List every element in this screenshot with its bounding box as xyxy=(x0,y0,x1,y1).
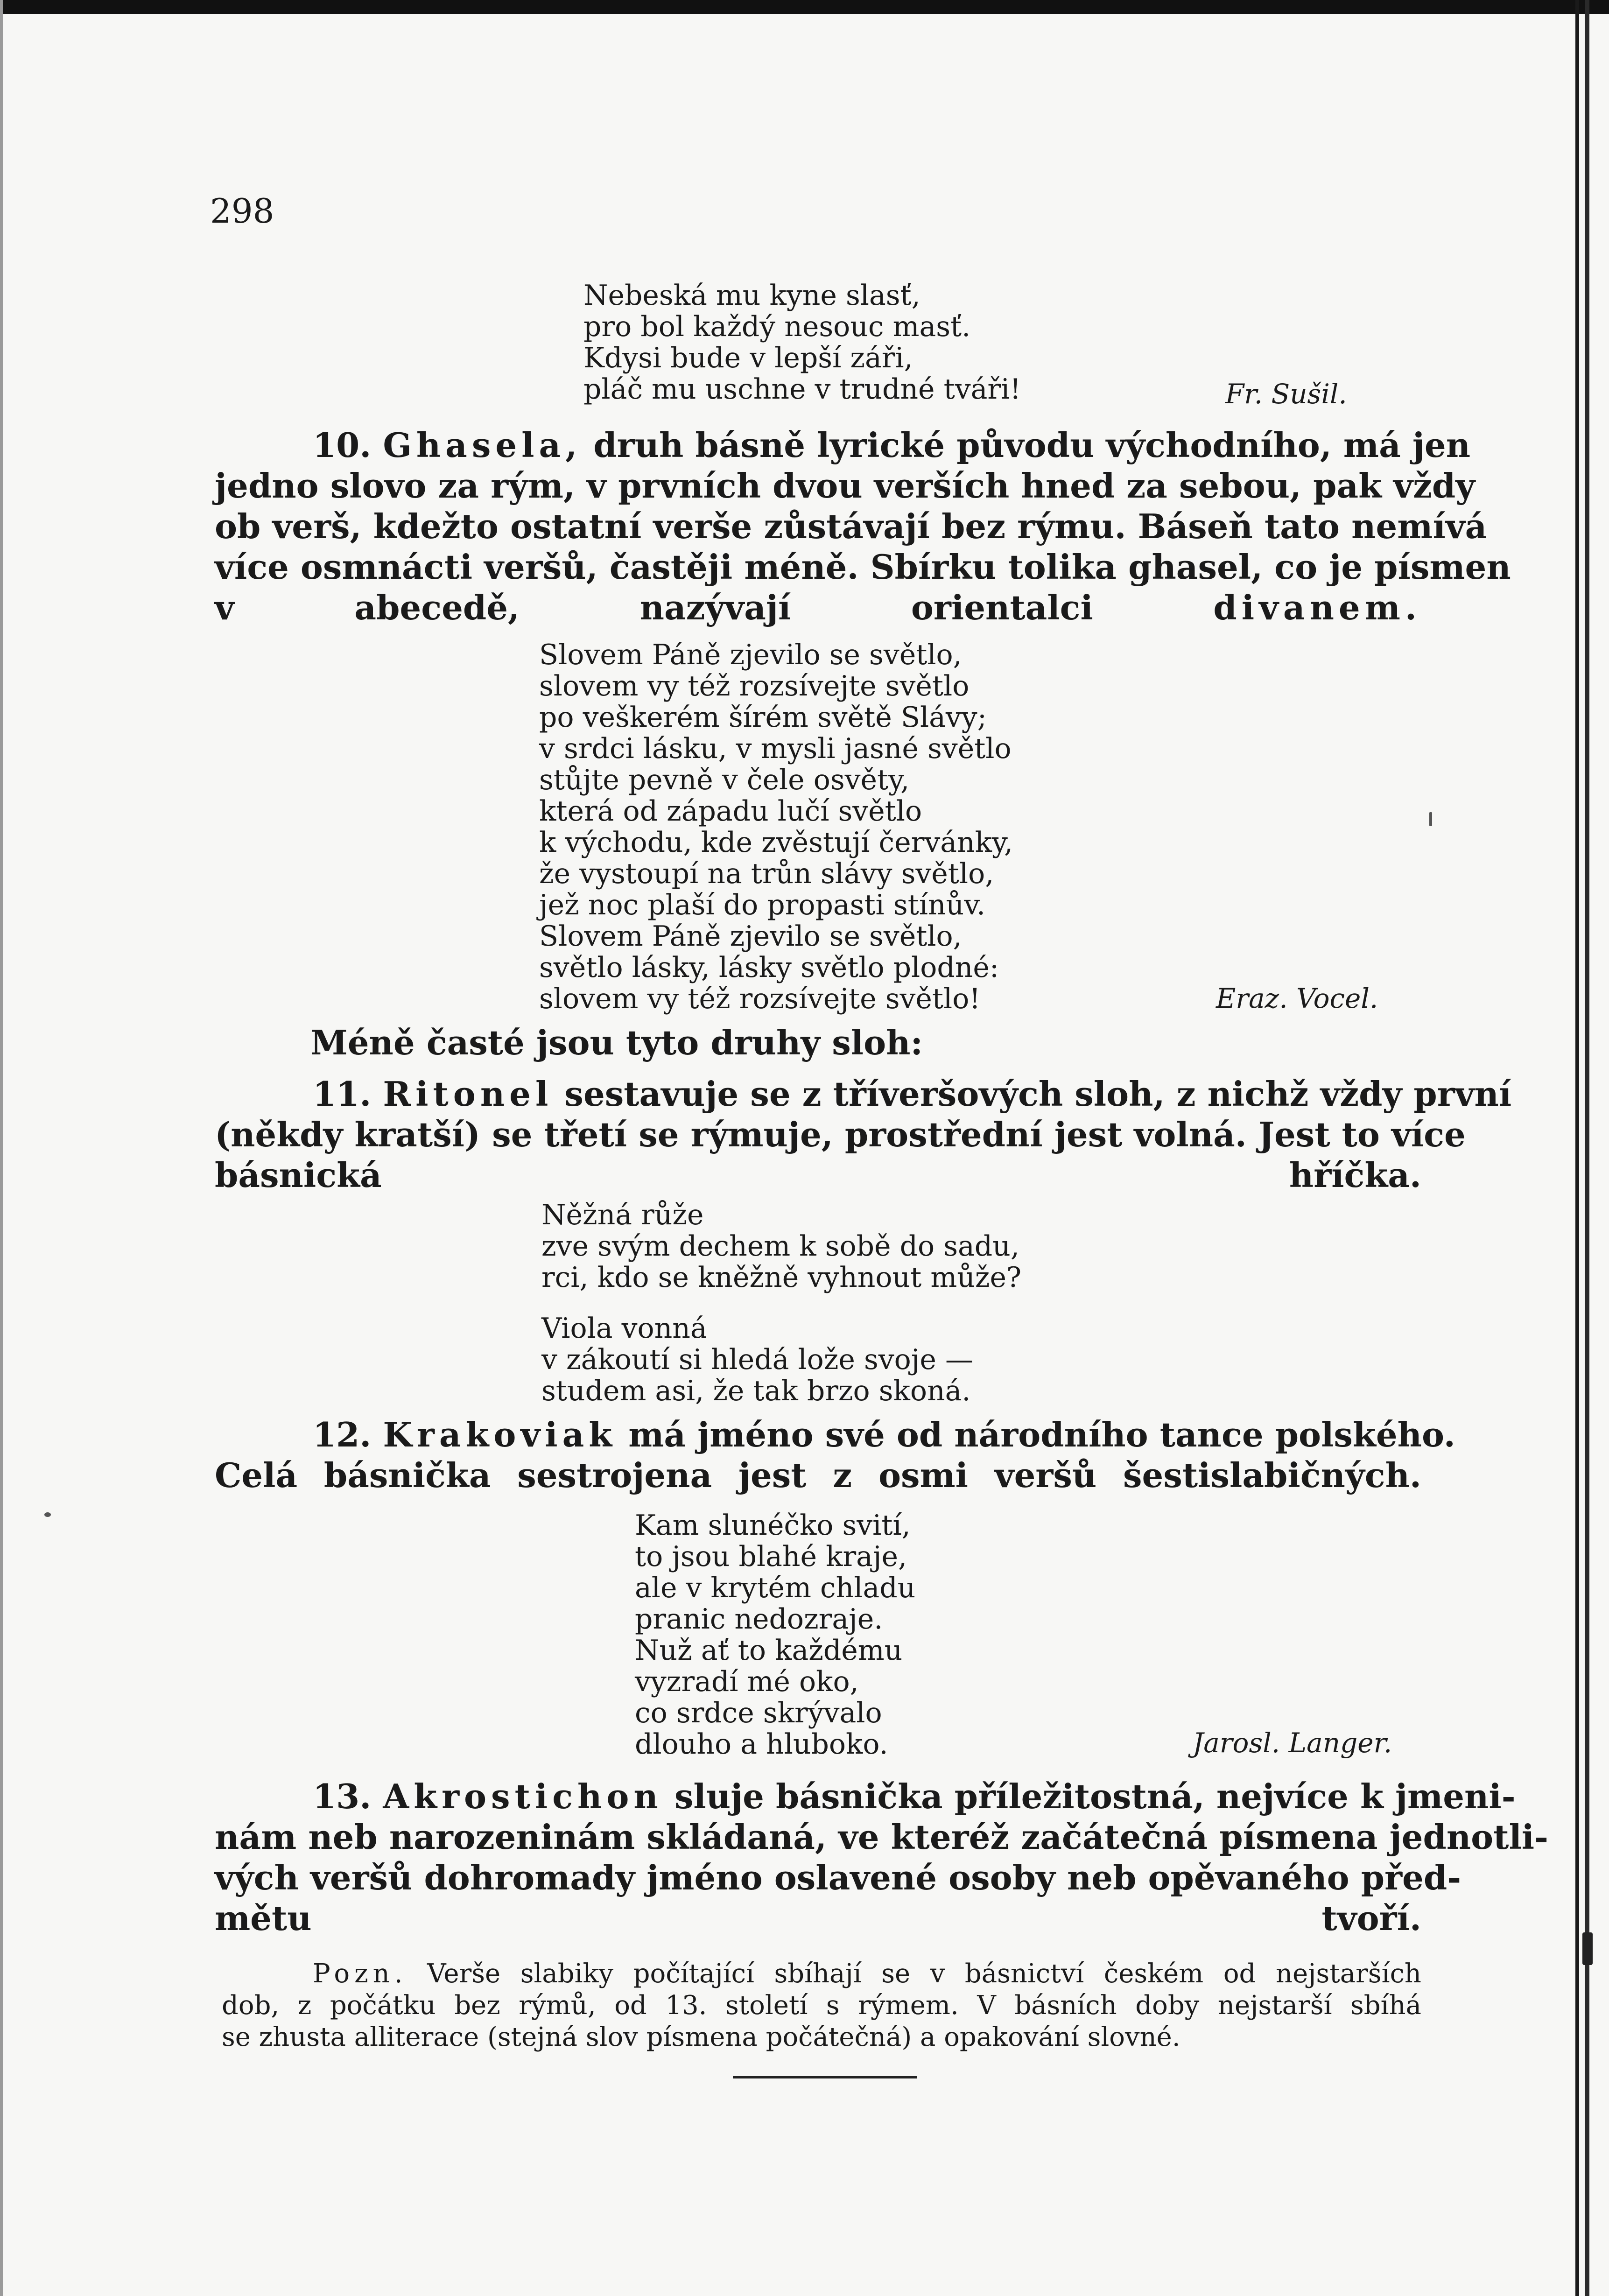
poem-sushil xyxy=(583,280,1021,405)
text-line: jedno slovo za rým, v prvních dvou verších hned za sebou, pak vždy xyxy=(215,466,1476,506)
term: Ritonel xyxy=(383,1074,553,1114)
end-rule xyxy=(733,2076,917,2078)
poem-vocel xyxy=(539,639,1013,1015)
section-number: 11. xyxy=(313,1074,372,1114)
verse-line: Kdysi bude v lepší záři, xyxy=(583,342,913,374)
verse-line: to jsou blahé kraje, xyxy=(635,1540,907,1573)
text-line: sluje básnička příležitostná, nejvíce k jmeni- xyxy=(674,1776,1516,1816)
poem-author: Jarosl. Langer. xyxy=(1193,1727,1392,1759)
text-line: druh básně lyrické původu východního, má jen xyxy=(593,425,1471,465)
section-11-ritonel xyxy=(215,1074,1512,1195)
verse-line: Nebeská mu kyne slasť, xyxy=(583,279,920,312)
text-line: Verše slabiky počítající sbíhají se v básnictví českém od nejstarších xyxy=(427,1959,1422,1989)
poem-ritonel-example xyxy=(541,1200,1021,1407)
verse-line: ale v krytém chladu xyxy=(635,1572,916,1604)
verse-line: v srdci lásku, v mysli jasné světlo xyxy=(539,732,1012,765)
scan-border-right xyxy=(1575,0,1579,2296)
text-line: více osmnácti veršů, častěji méně. Sbírku tolika ghasel, co je písmen xyxy=(215,547,1511,587)
verse-line: studem asi, že tak brzo skoná. xyxy=(541,1375,971,1407)
verse-line: Něžná růže xyxy=(541,1199,704,1231)
verse-line: Slovem Páně zjevilo se světlo, xyxy=(539,639,962,671)
verse-line: která od západu lučí světlo xyxy=(539,795,922,828)
scan-speck xyxy=(1429,812,1432,826)
page-number: 298 xyxy=(210,191,274,231)
verse-line: po veškerém šírém světě Slávy; xyxy=(539,701,987,734)
verse-line: slovem vy též rozsívejte světlo! xyxy=(539,983,981,1015)
text-line: nám neb narozeninám skládaná, ve kteréž začátečná písmena jednotli- xyxy=(215,1817,1549,1857)
section-number: 10. xyxy=(313,425,372,465)
text-line: v abecedě, nazývají orientalci xyxy=(215,588,1093,627)
text-line: se zhusta alliterace (stejná slov písmena počátečná) a opakování slovné. xyxy=(222,2022,1180,2052)
text-line: dob, z počátku bez rýmů, od 13. století s rýmem. V básních doby nejstarší sbíhá xyxy=(222,1990,1421,2021)
poem-author: Fr. Sušil. xyxy=(1225,378,1347,410)
note-label: Pozn. xyxy=(313,1959,408,1989)
section-number: 13. xyxy=(313,1776,372,1816)
text-line: ob verš, kdežto ostatní verše zůstávají bez rýmu. Báseň tato nemívá xyxy=(215,506,1487,546)
text-line: má jméno své od národního tance polského. xyxy=(628,1415,1455,1454)
term: divanem. xyxy=(1213,588,1421,627)
term: Ghasela, xyxy=(383,425,582,465)
text-line: sestavuje se z tříveršových sloh, z nichž vždy první xyxy=(564,1074,1512,1114)
section-13-akrostichon xyxy=(215,1776,1549,1938)
verse-line: Kam slunéčko svití, xyxy=(635,1509,911,1542)
scan-speck xyxy=(1582,1932,1593,1965)
term: Krakoviak xyxy=(383,1415,617,1454)
poem-author: Eraz. Vocel. xyxy=(1216,983,1378,1014)
verse-line: slovem vy též rozsívejte světlo xyxy=(539,670,970,702)
text-line: (někdy kratší) se třetí se rýmuje, prostřední jest volná. Jest to více xyxy=(215,1115,1466,1154)
scan-border-top xyxy=(0,0,1609,14)
verse-line: stůjte pevně v čele osvěty, xyxy=(539,764,910,796)
poem-langer xyxy=(635,1510,915,1760)
verse-line: Viola vonná xyxy=(541,1312,707,1345)
verse-line: světlo lásky, lásky světlo plodné: xyxy=(539,951,999,984)
verse-line: rci, kdo se kněžně vyhnout může? xyxy=(541,1261,1022,1294)
text-line: Celá básnička sestrojena jest z osmi veršů šestislabičných. xyxy=(215,1455,1421,1495)
verse-line: že vystoupí na trůn slávy světlo, xyxy=(539,857,994,890)
footnote xyxy=(222,1958,1421,2053)
text-line: vých veršů dohromady jméno oslavené osoby neb opěvaného před- xyxy=(215,1858,1461,1897)
verse-line: dlouho a hluboko. xyxy=(635,1728,888,1761)
verse-line: jež noc plaší do propasti stínův. xyxy=(539,889,986,921)
section-number: 12. xyxy=(313,1415,372,1454)
scan-border-left xyxy=(0,0,3,2296)
verse-line: k východu, kde zvěstují červánky, xyxy=(539,826,1013,859)
subheading: Méně časté jsou tyto druhy sloh: xyxy=(310,1023,923,1062)
text-line: mětu tvoří. xyxy=(215,1898,1421,1938)
verse-line: vyzradí mé oko, xyxy=(635,1665,859,1698)
verse-line: zve svým dechem k sobě do sadu, xyxy=(541,1230,1019,1263)
verse-line: Slovem Páně zjevilo se světlo, xyxy=(539,920,962,953)
verse-line: pro bol každý nesouc masť. xyxy=(583,310,971,343)
text-line: básnická hříčka. xyxy=(215,1155,1421,1195)
verse-line: pláč mu uschne v trudné tváři! xyxy=(583,373,1021,406)
verse-line: co srdce skrývalo xyxy=(635,1697,882,1729)
term: Akrostichon xyxy=(383,1776,663,1816)
verse-line: Nuž ať to každému xyxy=(635,1634,903,1667)
verse-line: pranic nedozraje. xyxy=(635,1603,883,1636)
verse-line: v zákoutí si hledá lože svoje — xyxy=(541,1343,973,1376)
section-10-ghasela xyxy=(215,425,1511,628)
section-12-krakoviak xyxy=(215,1414,1455,1496)
scan-speck xyxy=(44,1512,51,1517)
